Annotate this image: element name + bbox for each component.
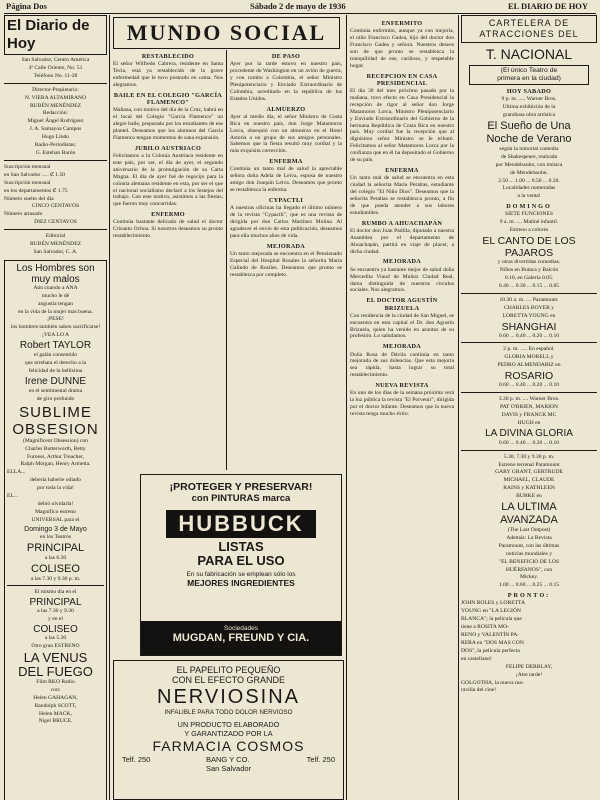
office-line: San Salvador, Centro América xyxy=(21,57,90,63)
staff-line: N. VIERA ALTAMIRANO xyxy=(24,94,87,101)
film-title: SHANGHAI xyxy=(501,320,557,333)
show-line: CHARLES BOYER y xyxy=(503,304,555,311)
ad-text: en el sentimental drama xyxy=(28,387,83,394)
news-text: Un tanto mal de salud se encuentra en esta ciudad la señorita María Peraltas, estudiante del colegio "El Niño Dios". Deseamos que la señorita Peraltas se restablezca pronto, a fin de que pueda atender a sus labores estudiantiles. xyxy=(350,175,454,216)
ad-headline: muy malos xyxy=(31,273,80,285)
show-line: YOUNG en "LA LEGIÓN xyxy=(461,608,521,615)
ad-headline: con PINTURAS marca xyxy=(191,493,291,504)
news-heading: RESTABLECIDO xyxy=(141,53,195,60)
nerviosina-brand: NERVIOSINA xyxy=(157,686,300,708)
divider xyxy=(4,83,107,84)
column-rule xyxy=(346,15,347,800)
show-line: 5.30, 7.30 y 9.30 p. m. xyxy=(503,453,555,460)
page-masthead xyxy=(0,0,600,12)
ad-film-title: DEL FUEGO xyxy=(18,663,93,679)
news-text: Se encuentra ya bastante mejor de salud doña Mercedita Viaud de Muñoz Ciudad Real, dama distinguida de nuestros círculos sociales. Nos alegramos. xyxy=(350,266,454,294)
show-line: BLANCA"; la película que xyxy=(461,616,522,623)
ad-text: Y GARANTIZADO POR LA xyxy=(184,729,273,738)
price-line: 0.60 ... 0.40 ... 0.20 ... 0.10 xyxy=(498,332,560,339)
show-line: a la venta! xyxy=(517,193,541,200)
staff-line: G. Esteban Barón xyxy=(35,149,76,156)
nameplate-title: El Diario de Hoy xyxy=(7,17,90,52)
ad-film-title: SUBLIME xyxy=(19,403,92,421)
show-line: DOS", la película perfecta xyxy=(461,647,520,654)
nerviosina-ad xyxy=(113,660,344,800)
show-line: LORETTA YOUNG en xyxy=(502,312,556,319)
day-heading: HOY SABADO xyxy=(506,88,552,95)
show-line: Mickey. xyxy=(519,574,539,581)
social-column-3 xyxy=(350,17,454,800)
ad-text: Randolph SCOTT, xyxy=(34,702,77,709)
theatre-note xyxy=(469,65,589,85)
show-line: PEDRO ALMENDARIZ en xyxy=(497,362,561,369)
show-line: 9 p. m. ..... Warner Bros. xyxy=(501,96,557,103)
ad-text: (Magnificent Obsession) con xyxy=(23,437,88,444)
printer-line: Editorial xyxy=(45,233,66,240)
news-text: Con residencia de la ciudad de San Miguel, se encuentra en esta capital el Dr. don Agustín Brizuela, quien ha venido en asuntos de su profesión. Lo saludamos. xyxy=(350,312,454,340)
office-line: Teléfono No. 11-28 xyxy=(33,72,78,79)
staff-line: Director-Propietario: xyxy=(32,86,79,93)
ad-text: con: xyxy=(50,686,61,693)
hubbuck-logo: HUBBUCK xyxy=(178,511,304,536)
ad-text: Furness, Arthur Treacher, xyxy=(27,453,84,460)
column-rule xyxy=(458,15,459,800)
show-line: Localidades numeradas xyxy=(502,185,556,192)
divider xyxy=(461,392,597,393)
news-text: En uno de los días de la semana próxima verá la luz pública la revista "El Porvenir", dirigida por el doctor Infante. Deseamos que la nueva revista tenga mucho éxito. xyxy=(350,390,454,418)
news-heading: CYPACTLI xyxy=(268,197,304,205)
staff-line: J. A. Samayoa Campos xyxy=(29,126,82,133)
ad-text: debería haberle odiado xyxy=(30,477,81,484)
show-line: 2 p. m. ..... En español. xyxy=(503,346,555,353)
divider xyxy=(7,585,104,586)
show-line: HUÉRFANOS", con xyxy=(505,566,553,573)
show-line: GARY GRANT, GERTRUDE xyxy=(495,469,563,476)
ad-city: San Salvador xyxy=(206,764,252,773)
rate-line: en San Salvador ..... ₡ 1.50 xyxy=(4,171,66,178)
page-number: Página Dos xyxy=(6,1,47,11)
show-line: 2.50 ... 1.00 ... 0.50 ... 0.20. xyxy=(498,177,560,184)
news-heading: MEJORADA xyxy=(382,258,422,266)
page-date: Sábado 2 de mayo de 1936 xyxy=(250,1,346,11)
show-line: GLORIA MORELL y xyxy=(504,354,554,361)
show-line: Paramount, con las últimas xyxy=(498,542,560,549)
show-line: MICHAEL, CLAUDE xyxy=(503,477,555,484)
ad-text: EL... xyxy=(7,493,19,500)
news-text: Un tanto mejorada se encuentra en el Pensionado Especial del Hospital Rosales la señorita María Galindo de Rosiles. Deseamos que pronto se restablezca por completo. xyxy=(230,251,342,278)
show-line: Estreno a colores xyxy=(509,227,549,234)
ad-text: LISTAS xyxy=(218,539,264,554)
film-title: El Sueño de Una xyxy=(487,119,571,132)
ad-text: Sociedades xyxy=(224,625,258,632)
ad-text: a las 5.30 xyxy=(44,635,67,642)
show-line: de Shakespeare, realzada xyxy=(500,153,558,160)
ad-date: Domingo 3 de Mayo xyxy=(24,525,87,533)
ad-text: EL PAPELITO PEQUEÑO xyxy=(176,665,281,675)
show-line: Además: La Revista xyxy=(506,534,552,541)
ad-text: Magnífico estreno xyxy=(35,508,76,515)
ad-text: mucho le dé xyxy=(41,292,70,299)
ad-text: Helen GAHAGAN, xyxy=(33,694,78,701)
ad-text: a las 7.30 y 9.30 xyxy=(37,608,74,615)
show-line: Ultima exhibición de la xyxy=(502,104,556,111)
ad-star-name: Irene DUNNE xyxy=(24,375,87,387)
ad-film-title: LA VENUS xyxy=(23,649,88,665)
ad-film-title: OBSESION xyxy=(12,420,99,438)
show-line: "EL BENEFICIO DE LOS xyxy=(498,558,560,565)
show-line: SIETE FUNCIONES xyxy=(504,211,553,218)
staff-line: Redacción: xyxy=(42,110,69,117)
ad-text: angustia tengan xyxy=(38,300,73,307)
ad-text: en los Teatros xyxy=(40,533,71,540)
show-line: por Mendelssohn, con música xyxy=(495,161,563,168)
staff-line: RUBÉN MENÉNDEZ xyxy=(29,102,82,109)
ad-text: los hombres también saben sacrificarse! xyxy=(10,324,101,331)
ad-text: Otro gran ESTRENO xyxy=(31,643,80,650)
ad-text: Nigel BRUCE. xyxy=(38,718,73,725)
film-title: LA DIVINA GLORIA xyxy=(485,427,573,439)
cartelera-header xyxy=(461,15,597,43)
show-line: GOLGOTHA, la nueva ma- xyxy=(461,679,524,686)
show-line: ¡Atre tarde! xyxy=(515,671,543,678)
rate-line: Número suelto del día xyxy=(4,195,54,202)
news-text: Continúa enfermito, aunque ya con mejoría, el niño Francisco Gadea, hijo del doctor don Francisco Gadea y señora. Nuestros deseos son de que pronto se restablezca la tranquilidad de ese, cariñoso, y respetable hogar. xyxy=(350,28,454,69)
column-rule xyxy=(226,50,227,470)
news-text: Doña Rosa de Dávila continúa en tanto mejorada de sus dolencias. Que esta mejoría sea rápida, hasta lograr su total restablecimiento. xyxy=(350,351,454,379)
theatre-name: T. NACIONAL xyxy=(485,46,573,62)
rate-line: Suscripción mensual xyxy=(4,163,51,170)
news-text: Mañana, con motivo del día de la Cruz, habrá en el local del Colegio "García Flamenco" un alegre baile, preparado por los estudiantes de ese plantel. Deseamos que los alumnos del García Flamenco tengan momentos de sana expansión. xyxy=(113,107,223,141)
ad-headline: ¡PROTEGER Y PRESERVAR! xyxy=(169,481,313,493)
rate-line: en los departamentos ₡ 1.75 xyxy=(4,187,68,194)
ad-text: ELLA... xyxy=(7,469,26,476)
ad-theatre: PRINCIPAL xyxy=(26,541,85,554)
show-line: RENO y VALENTÍN PA- xyxy=(461,632,520,639)
show-line: JOHN BOLES y LORETTA xyxy=(461,600,526,607)
film-title: ROSARIO xyxy=(504,370,554,383)
show-line: (The Last Outpost) xyxy=(507,527,551,534)
ad-text: MEJORES INGREDIENTES xyxy=(187,578,295,588)
note-line: primera en la ciudad) xyxy=(497,75,561,82)
news-heading: ALMUERZO xyxy=(266,105,306,113)
news-heading: ENFERMO xyxy=(151,211,185,219)
show-line: grandiosa obra artística xyxy=(502,112,556,119)
ad-text: ¡PESE! xyxy=(47,316,64,323)
news-heading: RECEPCION EN CASA PRESIDENCIAL xyxy=(366,72,438,87)
news-heading: MEJORADA xyxy=(382,343,422,351)
news-heading: ENFERMITO xyxy=(381,20,423,27)
ad-agents: MUGDAN, FREUND Y CIA. xyxy=(172,632,310,644)
staff-line: Radio-Periodistas: xyxy=(34,142,77,149)
show-line: HUGH en xyxy=(517,419,541,426)
news-heading: NUEVA REVISTA xyxy=(375,382,429,390)
ad-text: Helen MACK, xyxy=(39,710,72,717)
news-text: El día 30 del mes próximo pasado por la mañana, tuvo efecto en Casa Presidencial la recepción de rigor al señor don Jorge Matamoros Lorca, Ministro Plenipotenciario y Enviado Extraordinario del Gobierno de la hermana República de Costa Rica en nuestro país. Muy cordial fue la recepción que al dignísimo señor Ministro se le tributó. Felicitamos al señor Matamoros Lorca por la confianza que en él ha depositado el Gobierno de su país. xyxy=(350,88,454,164)
news-heading: EL DOCTOR AGUSTÍN BRIZUELA xyxy=(366,297,438,312)
ad-text: PARA EL USO xyxy=(197,553,285,568)
show-line: Niños en Butaca y Balcón xyxy=(499,267,559,274)
price-line: 1.00 ... 0.60 ... 0.25 ... 0.15 xyxy=(498,582,560,589)
divider xyxy=(461,342,597,343)
ad-text: CON EL EFECTO GRANDE xyxy=(171,675,286,685)
rate-line: CINCO CENTAVOS xyxy=(31,203,80,210)
pharmacy-name: FARMACIA COSMOS xyxy=(152,738,305,754)
social-column-1 xyxy=(113,50,223,470)
divider xyxy=(4,229,107,230)
film-title: PAJAROS xyxy=(504,247,554,260)
ad-text: El mismo día en el xyxy=(34,589,77,596)
show-line: en castellano! xyxy=(461,655,492,662)
news-text: Continúa bastante delicado de salud el doctor Crisanto Ochoa. Sí nosotros deseamos su pronto restablecimiento. xyxy=(113,219,223,240)
ad-theatre: PRINCIPAL xyxy=(29,597,82,609)
show-line: 10.30 a. m. .... Paramount. xyxy=(499,296,559,303)
staff-line: Miguel Ángel Rodríguez xyxy=(27,118,84,125)
news-heading: ENFERMA xyxy=(269,158,303,166)
news-heading: BAILE EN EL COLEGIO "GARCÍA FLAMENCO" xyxy=(113,91,223,107)
film-title: Noche de Verano xyxy=(486,132,572,145)
news-heading: JUBILO AUSTRIACO xyxy=(134,144,202,152)
show-line: 0.10, en Galería 0.05. xyxy=(504,275,554,281)
ad-text: INFALIBLE PARA TODO DOLOR NERVIOSO xyxy=(164,709,293,716)
left-column xyxy=(4,15,107,800)
ad-text: por toda la vida! xyxy=(37,485,74,492)
column-rule xyxy=(109,15,110,800)
cartelera-column xyxy=(461,15,597,800)
rate-line: Número atrasado xyxy=(4,211,43,218)
rate-line: DIEZ CENTAVOS xyxy=(34,219,77,226)
ad-text: felicidad de la bellísima xyxy=(28,368,83,374)
page-paper-name: EL DIARIO DE HOY xyxy=(508,1,589,11)
news-heading: MEJORADA xyxy=(266,242,306,250)
divider xyxy=(4,160,107,161)
show-line: BURKE en xyxy=(516,493,542,500)
show-line: noticias mundiales y xyxy=(506,550,552,557)
news-text: Ayer por la tarde estuvo en nuestro país, procedente de Washington en un avión de guerra, y con rumbo a Colombia, el señor Ministro Plenipotenciario y Enviado Extraordinario de Colombia, acreditado en la república de los Estados Unidos. xyxy=(230,61,342,102)
ad-text: a las 7.30 y 9.30 p. m. xyxy=(30,575,81,582)
ad-phone: Telf. 250 xyxy=(306,755,335,764)
show-line: 3.30 p. m. .... Warner Bros. xyxy=(498,396,560,403)
printer-line: RUBÉN MENÉNDEZ xyxy=(29,241,82,248)
show-line: tiene a ROSITA MO- xyxy=(461,624,509,631)
divider xyxy=(461,450,597,451)
cartelera-title: CARTELERA DE xyxy=(488,18,570,28)
news-heading: ENFERMA xyxy=(385,167,419,175)
ad-headline: Los Hombres son xyxy=(16,262,95,274)
ad-text: en la vida de la mujer más buena. xyxy=(18,308,93,315)
show-line: RAINS y KATHLEEN xyxy=(503,485,555,492)
ad-phone: Telf. 250 xyxy=(122,755,151,764)
news-heading: RUMBO A AHUACHAPÁN xyxy=(361,219,443,227)
news-heading: DE PASO xyxy=(271,53,301,60)
ad-text: UNIVERSAL para el xyxy=(31,516,80,523)
divider xyxy=(461,293,597,294)
coming-soon-heading: PRONTO: xyxy=(507,592,551,600)
news-text: Continúa un tanto mal de salud la apreciable señora doña Adela de Leiva, esposa de nuestro amigo don Joaquín Leiva. Deseamos que pronto se restablezca la enferma. xyxy=(230,166,342,194)
day-heading: DOMINGO xyxy=(506,203,552,211)
show-line: de Mendelssohn. xyxy=(510,169,548,176)
show-line: PAT O'BRIEN, MARION xyxy=(499,403,559,410)
hubbuck-agents-panel xyxy=(141,621,341,655)
news-text: El doctor don Juan Padilla, diputado a nuestra Asamblea por el departamento de Ahuachapán, partirá en viaje de placer, a dicha ciudad. xyxy=(350,227,454,255)
section-title: MUNDO SOCIAL xyxy=(126,20,327,45)
ad-text: Aún cuando a ANA xyxy=(33,284,78,291)
show-line: RERA en "DOS MAS CON xyxy=(461,640,524,647)
sublime-obsesion-ad xyxy=(4,260,107,800)
ad-text: Charles Butterworth, Betty xyxy=(25,445,86,452)
ad-text: Ralph Morgan, Henry Armetta. xyxy=(20,461,91,468)
news-text: El señor Wilfredo Cabrera, residente en Santa Tecla, está ya restablecido de la grave enfermedad que le tuvo postrado en cama. Nos alegramos. xyxy=(113,61,223,88)
show-line: Estreno terrenal Paramount xyxy=(498,461,560,468)
show-line: FELIPE DERBLAY, xyxy=(505,663,553,670)
ad-theatre: COLISEO xyxy=(33,624,78,636)
ad-text: UN PRODUCTO ELABORADO xyxy=(177,720,280,729)
social-column-2 xyxy=(230,50,342,470)
nameplate-box xyxy=(4,15,107,55)
note-line: (El único Teatro de xyxy=(500,67,558,74)
film-title: EL CANTO DE LOS xyxy=(482,235,576,248)
ad-text: que arrebata el derecho a la xyxy=(24,360,87,367)
staff-line: Hugo Lindo xyxy=(41,134,70,141)
news-text: A nuestras oficinas ha llegado el último número de la revista "Cypactli", que es una revista de dirigida por don Carlos Martínez Molina. Al agradecer el envío de esta publicación, deseamos para ella muchos años de vida. xyxy=(230,205,342,239)
masthead-rule xyxy=(4,13,596,14)
ad-theatre: COLISEO xyxy=(31,562,80,575)
ad-text: En su fabricación se emplean sólo los xyxy=(186,571,296,578)
ad-star-name: Robert TAYLOR xyxy=(19,340,92,352)
ad-footer xyxy=(114,754,343,774)
ad-text: el galán consentido xyxy=(33,352,78,359)
news-text: Ayer al medio día, el señor Ministro de Costa Rica en nuestro país, don Jorge Matamoros Lorca, obsequió con un almuerzo en el Hotel Astoria a un grupo de sus amigos personales. Sabemos que la fiesta resultó muy cordial y la más exquisita corrección. xyxy=(230,113,342,155)
price-line: 0.60 ... 0.40 ... 0.20 ... 0.10 xyxy=(498,382,560,389)
ad-text: de giro profundo xyxy=(36,395,75,402)
film-title: AVANZADA xyxy=(500,514,558,527)
printer-line: San Salvador, C. A. xyxy=(33,248,78,255)
mundo-social-banner xyxy=(113,17,340,49)
show-line: DAVIS y FRANCK MC xyxy=(501,411,557,418)
price-line: 0.60 ... 0.40 ... 0.20 ... 0.10 xyxy=(498,439,560,446)
ad-company: BANG Y CO. xyxy=(206,755,250,764)
show-line: según la inmortal comedia xyxy=(499,145,559,152)
ad-text: debió olvidarla! xyxy=(37,500,74,507)
ad-text: ¡VEA LO A xyxy=(41,332,70,339)
ad-text: Film RKO Radio xyxy=(36,678,75,685)
price-line: 0.40 ... 0.30 ... 0.15 ... 0.05 xyxy=(498,282,560,289)
film-title: LA ULTIMA xyxy=(501,501,557,514)
news-text: Felicitamos a la Colonia Austriaca residente en este país, por ser, el día de ayer, el segundo aniversario de la promulgación de su Carta Magna. El día de ayer fué de regocijo para la colonia alemana residente en esta, por ser el que el nacional socialismo declaró a los festejos del trabajo. Con este motivo, asistimos a las fiestas, que fueron muy concurridas. xyxy=(113,152,223,208)
office-line: 4ª Calle Oriente, No. 51 xyxy=(28,64,83,71)
hubbuck-logo-panel xyxy=(166,510,316,538)
show-line: ravilla del cine! xyxy=(461,687,497,694)
rate-line: Suscripción mensual xyxy=(4,179,51,186)
show-line: y otras divertidas comedias. xyxy=(497,259,561,266)
ad-text: a las 6.30 xyxy=(44,554,67,561)
show-line: 9 a. m. .... Matiné infantil. xyxy=(499,219,559,226)
cartelera-title: ATRACCIONES DEL xyxy=(479,29,579,39)
hubbuck-paint-ad xyxy=(140,474,342,656)
ad-text: y en el xyxy=(48,616,63,623)
